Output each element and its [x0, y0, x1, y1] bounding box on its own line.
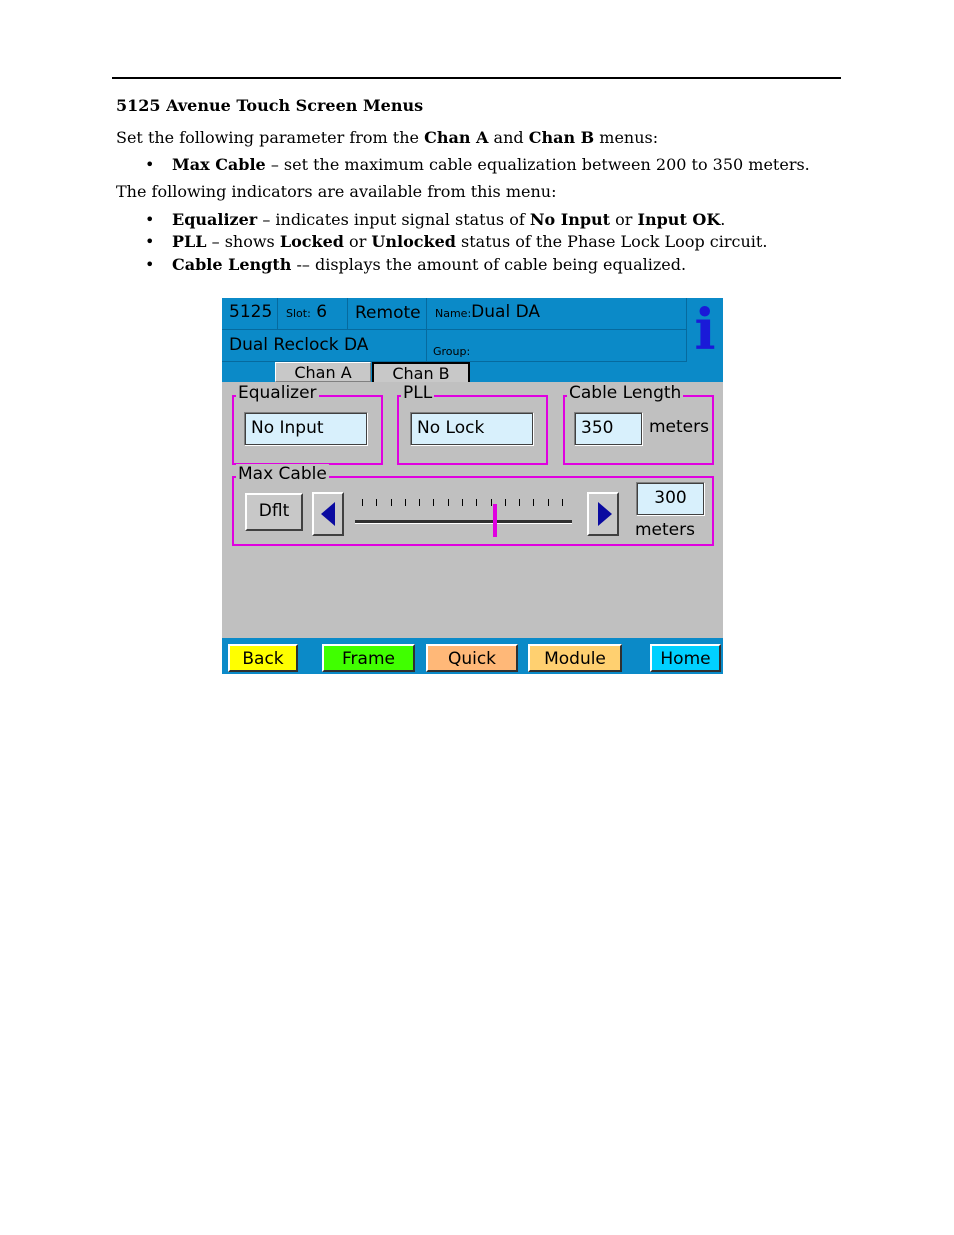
tab-chan-b[interactable]: Chan B	[372, 362, 470, 382]
intro-paragraph: Set the following parameter from the Chan A and Chan B menus:	[116, 128, 659, 147]
slider-tick	[562, 499, 563, 506]
slider-tick	[376, 499, 377, 506]
slider-tick	[462, 499, 463, 506]
header-name: Name:Dual DA	[427, 298, 687, 330]
header-group: Group:	[427, 330, 687, 362]
default-button[interactable]: Dflt	[245, 493, 303, 531]
slider-tick	[448, 499, 449, 506]
header-rule	[112, 77, 841, 79]
max-cable-slider[interactable]	[355, 520, 572, 524]
info-icon[interactable]: i	[694, 298, 716, 363]
cable-length-unit: meters	[649, 417, 709, 437]
slider-tick	[533, 499, 534, 506]
slider-tick	[505, 499, 506, 506]
slider-tick	[419, 499, 420, 506]
module-button[interactable]: Module	[528, 644, 622, 672]
max-cable-title: Max Cable	[238, 464, 327, 484]
max-cable-unit: meters	[635, 520, 695, 540]
max-cable-value-field[interactable]: 300	[636, 482, 705, 516]
right-arrow-icon	[598, 502, 612, 526]
slider-tick	[362, 499, 363, 506]
left-arrow-icon	[321, 502, 335, 526]
cable-length-title: Cable Length	[569, 383, 682, 403]
section-title: 5125 Avenue Touch Screen Menus	[116, 96, 424, 115]
tab-chan-a[interactable]: Chan A	[275, 362, 371, 382]
slider-tick	[519, 499, 520, 506]
frame-button[interactable]: Frame	[322, 644, 415, 672]
pll-status-field: No Lock	[410, 412, 534, 446]
slider-tick	[491, 499, 492, 506]
pll-title: PLL	[403, 383, 433, 403]
equalizer-title: Equalizer	[238, 383, 317, 403]
header-mode: Remote	[348, 298, 427, 330]
slider-tick	[548, 499, 549, 506]
slider-tick	[476, 499, 477, 506]
decrease-button[interactable]	[312, 492, 344, 536]
slider-thumb[interactable]	[493, 504, 497, 537]
slider-tick	[391, 499, 392, 506]
equalizer-status-field: No Input	[244, 412, 368, 446]
touch-screen-menu	[222, 298, 723, 674]
header-model: 5125	[222, 298, 278, 330]
back-button[interactable]: Back	[228, 644, 298, 672]
header-slot: Slot: 6	[278, 298, 348, 330]
header-description: Dual Reclock DA	[222, 330, 427, 362]
quick-button[interactable]: Quick	[426, 644, 518, 672]
slider-tick	[405, 499, 406, 506]
increase-button[interactable]	[587, 492, 619, 536]
slider-tick	[433, 499, 434, 506]
indicators-intro: The following indicators are available from this menu:	[116, 182, 557, 201]
home-button[interactable]: Home	[650, 644, 721, 672]
cable-length-field: 350	[574, 412, 643, 446]
